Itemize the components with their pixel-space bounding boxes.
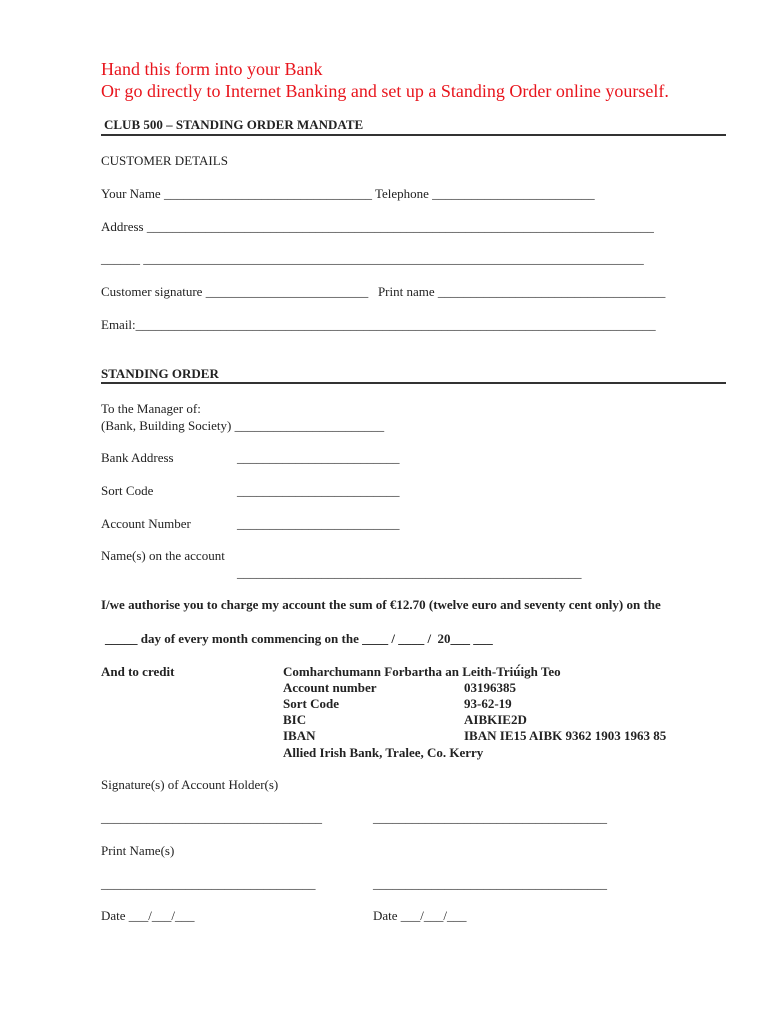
credit-sort-code-value: 93-62-19 <box>464 696 512 711</box>
customer-section-title: CUSTOMER DETAILS <box>101 153 228 168</box>
credit-iban-value: IBAN IE15 AIBK 9362 1903 1963 85 <box>464 728 667 743</box>
print-name-field-1[interactable]: _________________________________ <box>101 876 316 891</box>
date-field-1[interactable]: Date ___/___/___ <box>101 908 195 923</box>
credit-label: And to credit <box>101 664 175 679</box>
sort-code-field[interactable]: _________________________ <box>237 483 400 498</box>
credit-bic-value: AIBKIE2D <box>464 712 527 727</box>
credit-account-number-value: 03196385 <box>464 680 516 695</box>
manager-label: To the Manager of: <box>101 401 201 416</box>
instruction-line-2: Or go directly to Internet Banking and set up a Standing Order online yourself. <box>101 81 669 101</box>
print-name-field-2[interactable]: ____________________________________ <box>373 876 607 891</box>
credit-iban-label: IBAN <box>283 728 316 743</box>
date-field-2[interactable]: Date ___/___/___ <box>373 908 467 923</box>
standing-order-divider <box>101 382 726 384</box>
credit-bank-name: Allied Irish Bank, Tralee, Co. Kerry <box>283 745 484 760</box>
credit-account-number-label: Account number <box>283 680 377 695</box>
signature-field-2[interactable]: ____________________________________ <box>373 810 607 825</box>
credit-bic-label: BIC <box>283 712 307 727</box>
customer-signature-printname-field[interactable]: Customer signature _________________________ Print name ___________________________________ <box>101 284 666 299</box>
commencement-date-field[interactable]: _____ day of every month commencing on the ____ / ____ / 20___ ___ <box>105 631 493 646</box>
sort-code-label: Sort Code <box>101 483 154 498</box>
customer-name-telephone-field[interactable]: Your Name ________________________________ Telephone _________________________ <box>101 186 595 201</box>
form-title: CLUB 500 – STANDING ORDER MANDATE <box>104 117 364 132</box>
beneficiary-name: Comharchumann Forbartha an Leith-Triú́igh Teo <box>283 664 561 679</box>
customer-address-field[interactable]: Address ______________________________________________________________________________ <box>101 219 654 234</box>
authorisation-text: I/we authorise you to charge my account the sum of €12.70 (twelve euro and seventy cent only) on the <box>101 597 661 612</box>
account-number-field[interactable]: _________________________ <box>237 516 400 531</box>
account-names-field[interactable]: _____________________________________________________ <box>237 565 582 580</box>
signature-field-1[interactable]: __________________________________ <box>101 810 322 825</box>
bank-address-label: Bank Address <box>101 450 174 465</box>
account-holder-signatures-title: Signature(s) of Account Holder(s) <box>101 777 279 792</box>
customer-address-field-2[interactable]: ______ _____________________________________________________________________________ <box>101 251 644 266</box>
account-number-label: Account Number <box>101 516 191 531</box>
print-names-label: Print Name(s) <box>101 843 175 858</box>
credit-sort-code-label: Sort Code <box>283 696 339 711</box>
account-names-label: Name(s) on the account <box>101 548 225 563</box>
instruction-line-1: Hand this form into your Bank <box>101 59 323 79</box>
customer-email-field[interactable]: Email:________________________________________________________________________________ <box>101 317 656 332</box>
bank-society-field[interactable]: (Bank, Building Society) _______________________ <box>101 418 385 433</box>
title-divider <box>101 134 726 136</box>
standing-order-section-title: STANDING ORDER <box>101 366 219 381</box>
bank-address-field[interactable]: _________________________ <box>237 450 400 465</box>
